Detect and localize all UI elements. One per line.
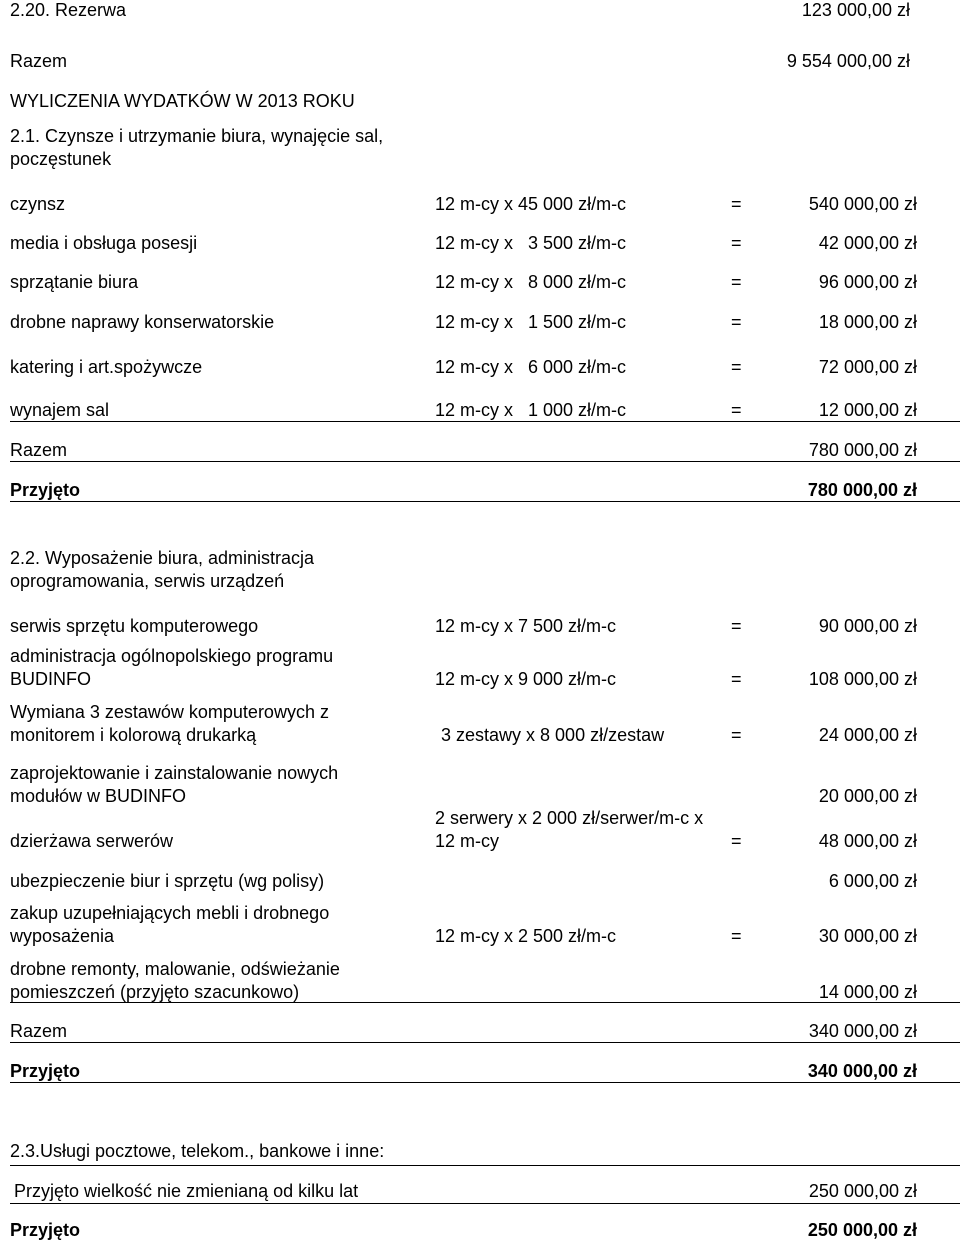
row-equals: = — [731, 194, 742, 214]
row-amount: 18 000,00 zł — [818, 312, 917, 332]
row-calc: 12 m-cy x 7 500 zł/m-c — [435, 616, 617, 636]
reserve-label: 2.20. Rezerwa — [10, 0, 127, 20]
divider — [10, 421, 960, 422]
row-calc: 12 m-cy x 2 500 zł/m-c — [435, 926, 617, 946]
row-label: dzierżawa serwerów — [10, 831, 174, 851]
section-2-2-sum-label: Razem — [10, 1021, 68, 1041]
row-label: administracja ogólnopolskiego programu BUDINFO — [10, 646, 334, 689]
section-2-1-title: 2.1. Czynsze i utrzymanie biura, wynajęcie sal, poczęstunek — [10, 126, 384, 169]
row-amount: 96 000,00 zł — [818, 272, 917, 292]
row-label: katering i art.spożywcze — [10, 357, 203, 377]
row-equals: = — [731, 926, 742, 946]
section-2-2-accepted-label: Przyjęto — [10, 1061, 81, 1081]
row-equals: = — [731, 725, 742, 745]
row-equals: = — [731, 233, 742, 253]
row-calc: 12 m-cy x 1 500 zł/m-c — [435, 312, 627, 332]
row-label: ubezpieczenie biur i sprzętu (wg polisy) — [10, 871, 325, 891]
row-calc: 3 zestawy x 8 000 zł/zestaw — [441, 725, 665, 745]
section-2-3-row-amount: 250 000,00 zł — [808, 1181, 917, 1201]
total-amount: 9 554 000,00 zł — [786, 51, 910, 71]
row-calc: 12 m-cy x 1 000 zł/m-c — [435, 400, 627, 420]
divider — [10, 461, 960, 462]
row-equals: = — [731, 616, 742, 636]
section-2-2-accepted-amount: 340 000,00 zł — [807, 1061, 917, 1081]
row-label: drobne naprawy konserwatorskie — [10, 312, 275, 332]
row-amount: 90 000,00 zł — [818, 616, 917, 636]
row-equals: = — [731, 312, 742, 332]
divider — [10, 1002, 960, 1003]
row-amount: 20 000,00 zł — [818, 786, 917, 806]
row-equals: = — [731, 400, 742, 420]
row-equals: = — [731, 357, 742, 377]
row-label: zakup uzupełniających mebli i drobnego wyposażenia — [10, 903, 330, 946]
row-label: media i obsługa posesji — [10, 233, 198, 253]
section-2-2-sum-amount: 340 000,00 zł — [808, 1021, 917, 1041]
row-equals: = — [731, 669, 742, 689]
section-2-2-title: 2.2. Wyposażenie biura, administracja oprogramowania, serwis urządzeń — [10, 548, 314, 591]
row-amount: 24 000,00 zł — [818, 725, 917, 745]
row-amount: 72 000,00 zł — [818, 357, 917, 377]
row-equals: = — [731, 272, 742, 292]
row-label: czynsz — [10, 194, 66, 214]
divider — [10, 1165, 960, 1166]
divider — [10, 1042, 960, 1043]
row-amount: 6 000,00 zł — [828, 871, 917, 891]
total-label: Razem — [10, 51, 68, 71]
row-label: zaprojektowanie i zainstalowanie nowych modułów w BUDINFO — [10, 763, 339, 806]
row-amount: 540 000,00 zł — [808, 194, 917, 214]
row-label: sprzątanie biura — [10, 272, 139, 292]
divider — [10, 1082, 960, 1083]
section-2-1-accepted-amount: 780 000,00 zł — [807, 480, 917, 500]
row-calc: 12 m-cy x 9 000 zł/m-c — [435, 669, 617, 689]
row-label: Wymiana 3 zestawów komputerowych z monitorem i kolorową drukarką — [10, 702, 329, 745]
row-equals: = — [731, 831, 742, 851]
row-amount: 14 000,00 zł — [818, 982, 917, 1002]
row-calc: 12 m-cy x 6 000 zł/m-c — [435, 357, 627, 377]
row-amount: 48 000,00 zł — [818, 831, 917, 851]
row-amount: 30 000,00 zł — [818, 926, 917, 946]
section-2-1-sum-amount: 780 000,00 zł — [808, 440, 917, 460]
section-2-1-sum-label: Razem — [10, 440, 68, 460]
row-amount: 12 000,00 zł — [818, 400, 917, 420]
section-2-3-accepted-label: Przyjęto — [10, 1220, 81, 1240]
row-amount: 42 000,00 zł — [818, 233, 917, 253]
section-2-1-accepted-label: Przyjęto — [10, 480, 81, 500]
row-amount: 108 000,00 zł — [808, 669, 917, 689]
row-calc: 12 m-cy x 8 000 zł/m-c — [435, 272, 627, 292]
row-label: serwis sprzętu komputerowego — [10, 616, 259, 636]
section-2-3-accepted-amount: 250 000,00 zł — [807, 1220, 917, 1240]
expenses-heading: WYLICZENIA WYDATKÓW W 2013 ROKU — [10, 91, 355, 111]
divider — [10, 501, 960, 502]
row-calc: 2 serwery x 2 000 zł/serwer/m-c x 12 m-cy — [435, 808, 704, 851]
row-label: drobne remonty, malowanie, odświeżanie pomieszczeń (przyjęto szacunkowo) — [10, 959, 340, 1002]
divider — [10, 1203, 960, 1204]
row-calc: 12 m-cy x 3 500 zł/m-c — [435, 233, 627, 253]
reserve-amount: 123 000,00 zł — [801, 0, 910, 20]
row-calc: 12 m-cy x 45 000 zł/m-c — [435, 194, 627, 214]
row-label: wynajem sal — [10, 400, 110, 420]
section-2-3-row-label: Przyjęto wielkość nie zmienianą od kilku lat — [14, 1181, 359, 1201]
section-2-3-title: 2.3.Usługi pocztowe, telekom., bankowe i inne: — [10, 1141, 385, 1161]
